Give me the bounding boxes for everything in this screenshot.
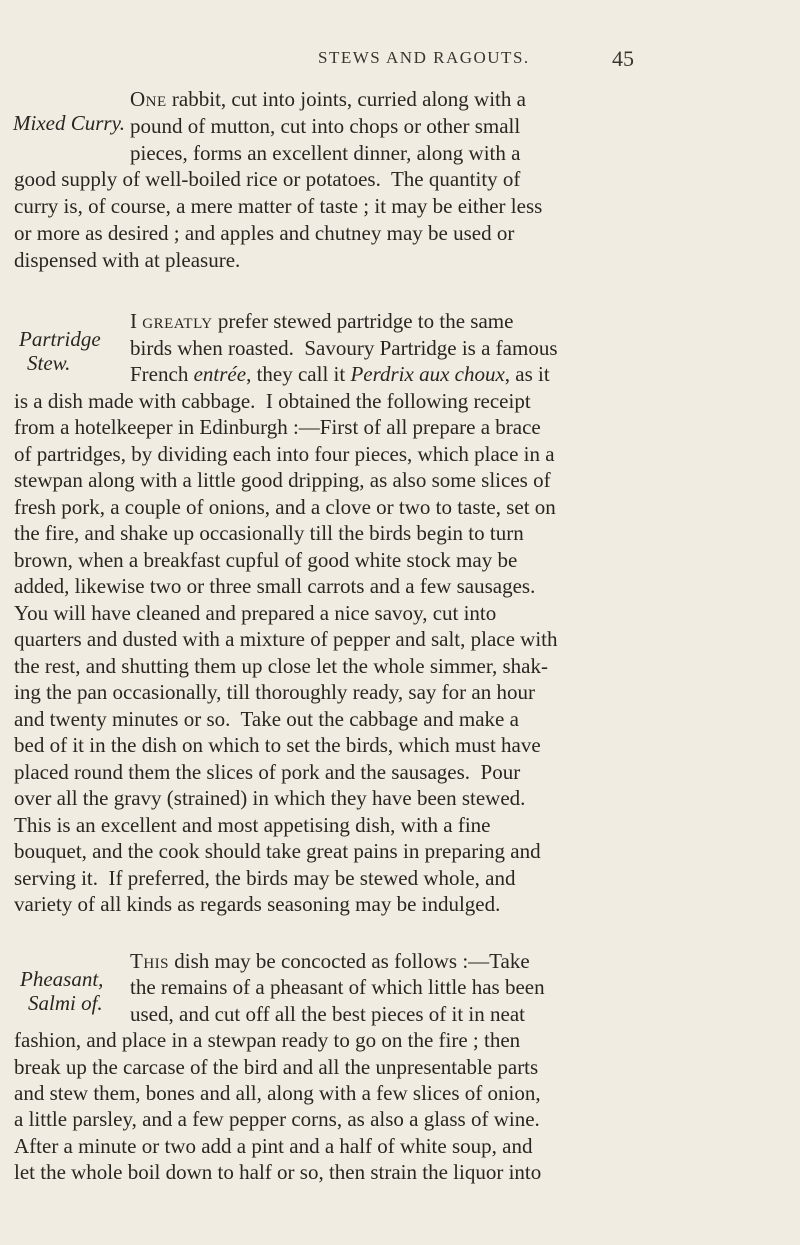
text-run: a little parsley, and a few pepper corns, as also a glass of wine. bbox=[14, 1107, 540, 1132]
text-line bbox=[14, 520, 524, 546]
text-line bbox=[14, 1027, 520, 1053]
text-line bbox=[14, 706, 519, 732]
text-line bbox=[14, 679, 535, 705]
text-line bbox=[14, 653, 548, 679]
text-run: bed of it in the dish on which to set the birds, which must have bbox=[14, 733, 541, 757]
margin-note: Mixed Curry. bbox=[13, 111, 125, 135]
text-line bbox=[14, 865, 516, 891]
text-run: used, and cut off all the best pieces of it in neat bbox=[130, 1001, 525, 1026]
page-number: 45 bbox=[612, 46, 634, 71]
text-line bbox=[130, 113, 520, 139]
text-line bbox=[14, 626, 558, 652]
text-run: fresh pork, a couple of onions, and a clove or two to taste, set on bbox=[14, 494, 556, 519]
text-line bbox=[14, 1080, 541, 1106]
text-line bbox=[14, 891, 500, 917]
margin-note: Partridge bbox=[19, 327, 101, 351]
text-run: dispensed with at pleasure. bbox=[14, 247, 241, 272]
small-caps-text: greatly bbox=[142, 309, 213, 333]
text-line bbox=[14, 1054, 538, 1080]
text-run: pieces, forms an excellent dinner, along with a bbox=[130, 140, 521, 165]
margin-note: Stew. bbox=[27, 351, 71, 375]
text-run: the fire, and shake up occasionally till the birds begin to turn bbox=[14, 521, 524, 545]
text-line bbox=[130, 308, 513, 334]
text-run: rabbit, cut into joints, curried along with a bbox=[166, 87, 526, 111]
text-run: added, likewise two or three small carrots and a few sausages. bbox=[14, 574, 536, 598]
text-line bbox=[14, 494, 556, 520]
text-run: After a minute or two add a pint and a half of white soup, and bbox=[14, 1133, 533, 1158]
text-line bbox=[130, 361, 550, 387]
text-run: prefer stewed partridge to the same bbox=[212, 309, 514, 333]
text-run: let the whole boil down to half or so, then strain the liquor into bbox=[14, 1160, 542, 1185]
text-run: is a dish made with cabbage. I obtained the following receipt bbox=[14, 388, 531, 413]
running-head bbox=[0, 46, 800, 76]
text-run: and stew them, bones and all, along with a few slices of onion, bbox=[14, 1081, 541, 1105]
text-line bbox=[130, 140, 520, 166]
text-line bbox=[14, 759, 520, 785]
text-line bbox=[14, 812, 491, 838]
text-run: stewpan along with a little good dripping, as also some slices of bbox=[14, 468, 551, 492]
text-run: good supply of well-boiled rice or potatoes. The quantity of bbox=[14, 167, 521, 192]
text-run: , they call it bbox=[246, 362, 351, 386]
text-line bbox=[14, 573, 535, 599]
text-line bbox=[14, 220, 514, 246]
margin-note: Salmi of. bbox=[28, 991, 103, 1015]
italic-text: entrée bbox=[193, 362, 247, 386]
running-title: STEWS AND RAGOUTS. bbox=[318, 48, 530, 67]
text-run: dish may be concocted as follows :—Take bbox=[169, 949, 530, 973]
text-line bbox=[130, 335, 558, 361]
small-caps-text: This bbox=[130, 949, 169, 973]
text-line bbox=[130, 1001, 525, 1027]
text-run: of partridges, by dividing each into four pieces, which place in a bbox=[14, 441, 555, 466]
text-run: serving it. If preferred, the birds may be stewed whole, and bbox=[14, 865, 516, 890]
text-line bbox=[14, 441, 555, 467]
text-run: variety of all kinds as regards seasoning may be indulged. bbox=[14, 892, 501, 916]
text-line bbox=[14, 166, 520, 192]
text-line bbox=[14, 1106, 540, 1132]
text-line bbox=[14, 732, 541, 758]
text-run: birds when roasted. Savoury Partridge is a famous bbox=[130, 335, 558, 360]
text-line bbox=[130, 948, 530, 974]
text-line bbox=[14, 600, 496, 626]
text-run: You will have cleaned and prepared a nice savoy, cut into bbox=[14, 600, 497, 625]
text-run: and twenty minutes or so. Take out the cabbage and make a bbox=[14, 706, 519, 731]
text-line bbox=[14, 467, 551, 493]
text-run: from a hotelkeeper in Edinburgh :—First of all prepare a brace bbox=[14, 415, 541, 439]
text-line bbox=[14, 838, 541, 864]
text-line bbox=[14, 1159, 541, 1185]
text-run: fashion, and place in a stewpan ready to go on the fire ; then bbox=[14, 1028, 521, 1053]
text-run: break up the carcase of the bird and all the unpresentable parts bbox=[14, 1054, 539, 1079]
text-run: This is an excellent and most appetising dish, with a fine bbox=[14, 812, 491, 837]
text-run: pound of mutton, cut into chops or other small bbox=[130, 113, 521, 138]
text-line bbox=[14, 247, 240, 273]
small-caps-text: One bbox=[130, 87, 167, 111]
margin-note: Pheasant, bbox=[20, 967, 104, 991]
text-run: quarters and dusted with a mixture of pepper and salt, place with bbox=[14, 627, 558, 651]
text-run: curry is, of course, a mere matter of taste ; it may be either less bbox=[14, 194, 543, 219]
text-line bbox=[14, 414, 541, 440]
italic-text: Perdrix aux choux bbox=[350, 362, 505, 386]
text-run: the rest, and shutting them up close let the whole simmer, shak- bbox=[14, 653, 548, 678]
text-line bbox=[14, 1133, 532, 1159]
text-line bbox=[14, 785, 525, 811]
text-line bbox=[130, 86, 526, 112]
text-run: I bbox=[130, 309, 143, 333]
text-run: French bbox=[130, 362, 194, 386]
text-line bbox=[14, 388, 531, 414]
text-run: placed round them the slices of pork and the sausages. Pour bbox=[14, 759, 521, 784]
text-line bbox=[130, 974, 545, 1000]
text-run: bouquet, and the cook should take great pains in preparing and bbox=[14, 839, 541, 863]
text-run: or more as desired ; and apples and chutney may be used or bbox=[14, 221, 515, 245]
text-line bbox=[14, 547, 517, 573]
text-run: ing the pan occasionally, till thoroughly ready, say for an hour bbox=[14, 680, 535, 704]
text-run: , as it bbox=[504, 362, 550, 386]
text-line bbox=[14, 193, 542, 219]
text-run: the remains of a pheasant of which little has been bbox=[130, 975, 545, 1000]
text-run: brown, when a breakfast cupful of good white stock may be bbox=[14, 547, 518, 572]
text-run: over all the gravy (strained) in which they have been stewed. bbox=[14, 786, 526, 810]
